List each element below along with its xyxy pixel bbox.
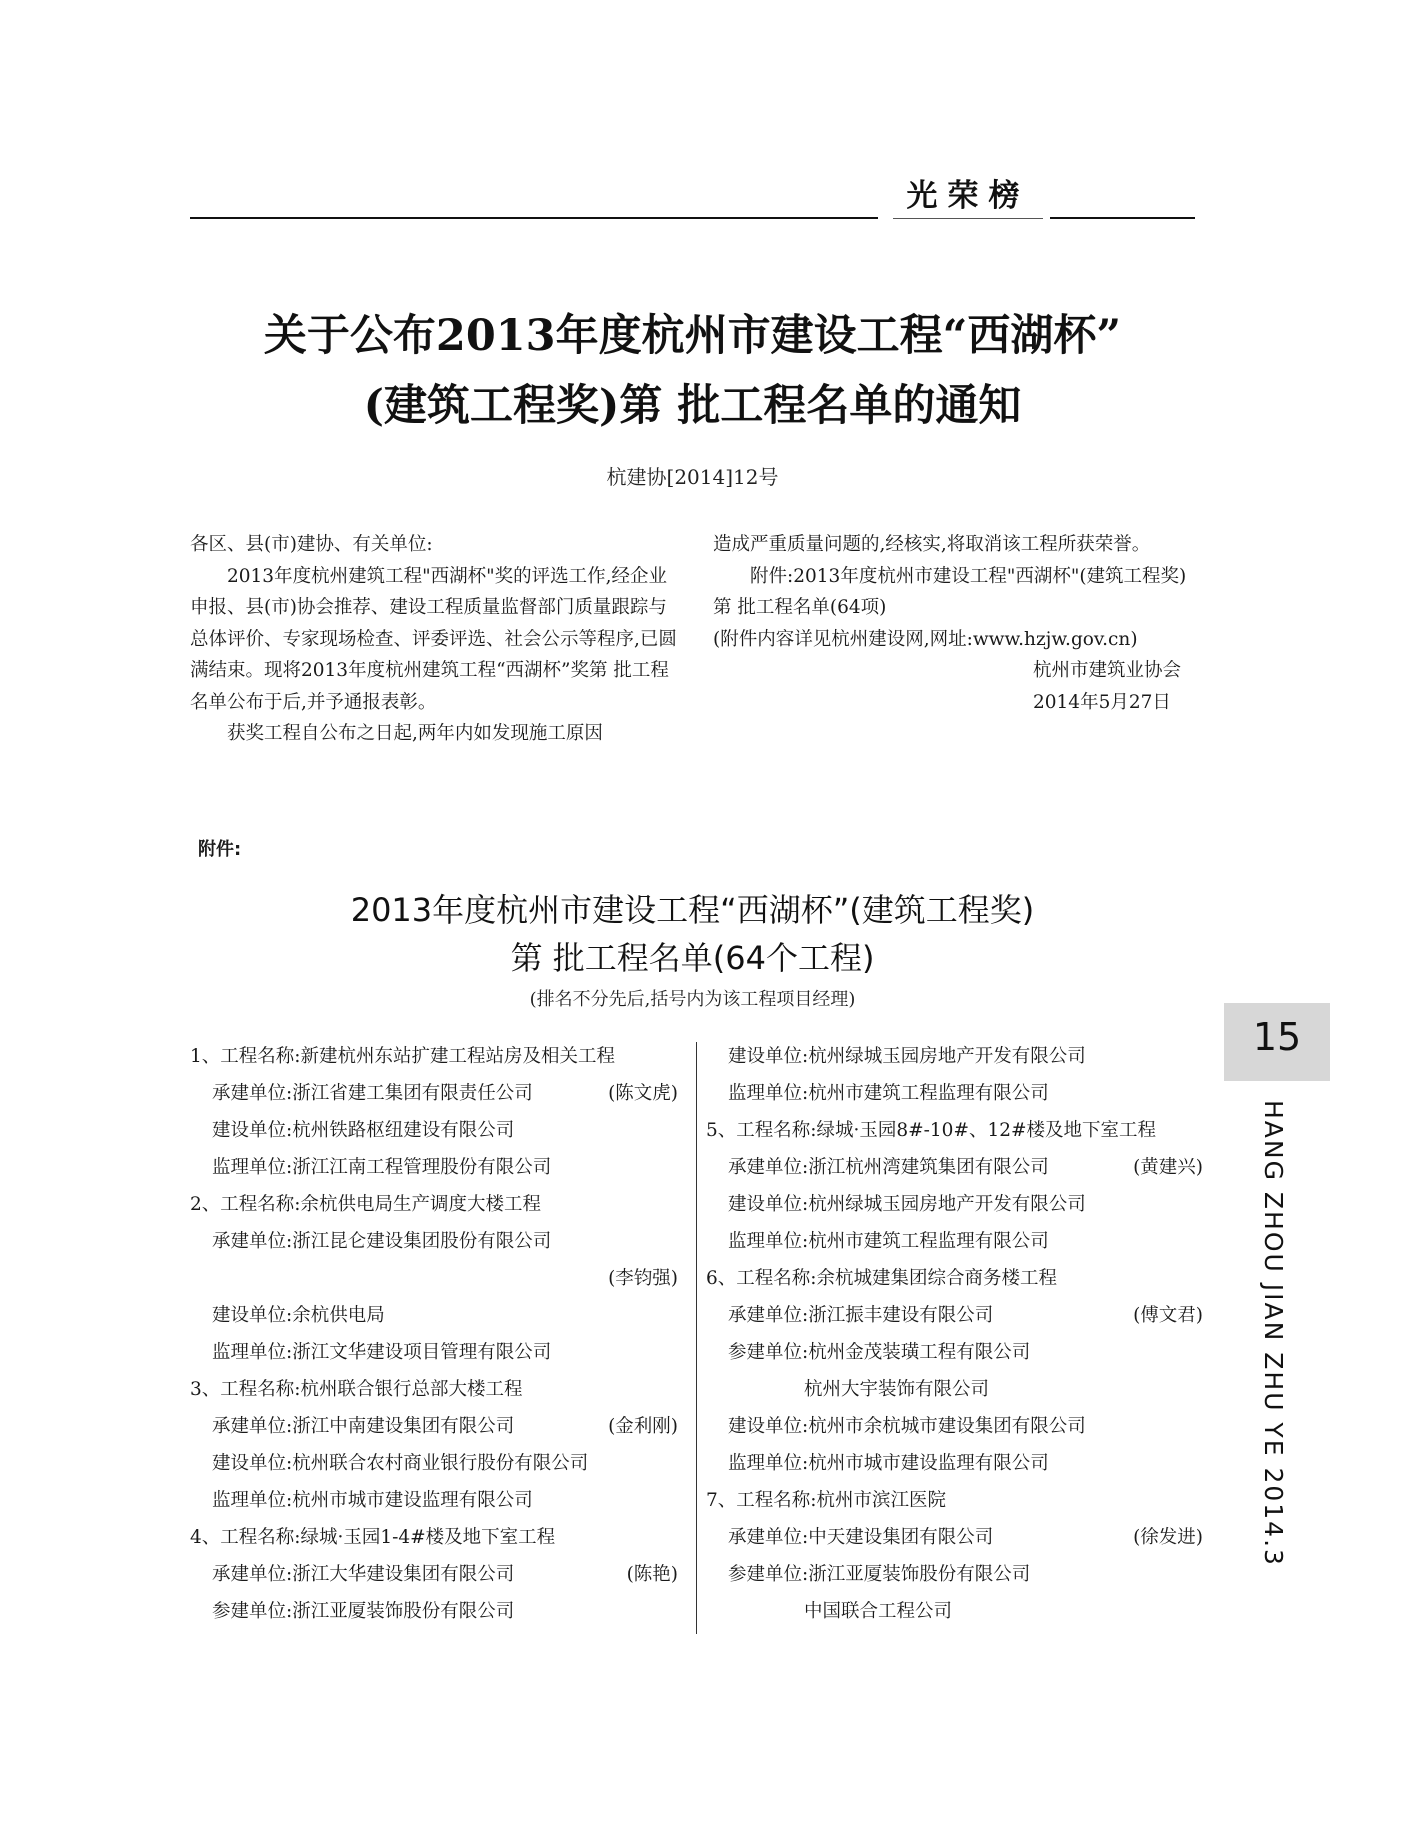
project-title-row [706,1482,1203,1519]
attachment-reference: 附件:2013年度杭州市建设工程"西湖杯"(建筑工程奖)第 批工程名单(64项) [713,565,1187,618]
project-title-row [706,1260,1203,1297]
notice-right-column [713,529,1203,718]
project-detail-row [706,1038,1203,1075]
project-detail-row [190,1075,678,1112]
journal-name-vertical: HANG ZHOU JIAN ZHU YE 2014.3 [1259,1100,1288,1567]
article-title-line1: 关于公布2013年度杭州市建设工程“西湖杯” [263,311,1122,361]
project-detail-row [706,1519,1203,1556]
list-title-line1: 2013年度杭州市建设工程“西湖杯”(建筑工程奖) [350,891,1035,929]
project-line-text: 杭州大宇装饰有限公司 [804,1379,990,1400]
project-line-text: 监理单位:杭州市建筑工程监理有限公司 [728,1231,1049,1252]
project-detail-row [190,1260,678,1297]
project-title-row [190,1186,678,1223]
project-manager: (黄建兴) [1133,1157,1203,1178]
website-reference: (附件内容详见杭州建设网,网址:www.hzjw.gov.cn) [713,628,1138,650]
project-detail-row [190,1408,678,1445]
project-title-row [190,1371,678,1408]
attachment-label: 附件: [198,839,242,860]
project-manager: (陈文虎) [608,1083,678,1104]
page-number-box [1224,1003,1330,1081]
project-line-text: 监理单位:浙江文华建设项目管理有限公司 [212,1342,552,1363]
project-line-text: 承建单位:浙江中南建设集团有限公司 [212,1416,515,1437]
project-title-row [190,1519,678,1556]
project-line-text: 参建单位:浙江亚厦装饰股份有限公司 [728,1564,1031,1585]
document-number: 杭建协[2014]12号 [606,465,779,489]
project-line-text: 监理单位:杭州市城市建设监理有限公司 [212,1490,533,1511]
project-detail-row [706,1445,1203,1482]
project-line-text: 建设单位:杭州绿城玉园房地产开发有限公司 [728,1194,1086,1215]
project-line-text: 承建单位:中天建设集团有限公司 [728,1527,994,1548]
project-line-text: 5、工程名称:绿城·玉园8#-10#、12#楼及地下室工程 [706,1120,1156,1141]
project-line-text: 参建单位:浙江亚厦装饰股份有限公司 [212,1601,515,1622]
project-manager: (陈艳) [626,1564,678,1585]
project-detail-row [190,1556,678,1593]
project-line-text: 承建单位:浙江杭州湾建筑集团有限公司 [728,1157,1049,1178]
project-list-left [190,1038,678,1630]
article-title-line2: (建筑工程奖)第 批工程名单的通知 [363,381,1022,431]
project-detail-row [190,1445,678,1482]
project-title-row [706,1112,1203,1149]
section-label-underline [893,218,1043,219]
project-detail-row [706,1149,1203,1186]
project-detail-row [706,1223,1203,1260]
project-line-text: 2、工程名称:余杭供电局生产调度大楼工程 [190,1194,542,1215]
salutation: 各区、县(市)建协、有关单位: [190,534,433,555]
project-line-text: 7、工程名称:杭州市滨江医院 [706,1490,947,1511]
project-detail-row [190,1112,678,1149]
list-note: (排名不分先后,括号内为该工程项目经理) [529,989,856,1010]
project-manager: (傅文君) [1133,1305,1203,1326]
notice-left-column [190,529,678,750]
project-title-row [190,1038,678,1075]
notice-paragraph: 造成严重质量问题的,经核实,将取消该工程所获荣誉。 [713,534,1151,555]
project-line-text: 4、工程名称:绿城·玉园1-4#楼及地下室工程 [190,1527,556,1548]
header-rule-left [190,217,878,219]
project-line-text: 1、工程名称:新建杭州东站扩建工程站房及相关工程 [190,1046,616,1067]
project-detail-row [190,1297,678,1334]
project-line-text: 承建单位:浙江大华建设集团有限公司 [212,1564,515,1585]
project-detail-row [706,1556,1203,1593]
project-line-text: 3、工程名称:杭州联合银行总部大楼工程 [190,1379,523,1400]
project-line-text: 建设单位:杭州铁路枢纽建设有限公司 [212,1120,515,1141]
project-line-text: 建设单位:杭州市余杭城市建设集团有限公司 [728,1416,1086,1437]
project-detail-row [706,1408,1203,1445]
project-detail-row [190,1482,678,1519]
project-line-text: 参建单位:杭州金茂装璜工程有限公司 [728,1342,1031,1363]
project-line-text: 监理单位:浙江江南工程管理股份有限公司 [212,1157,552,1178]
project-line-text: 承建单位:浙江昆仑建设集团股份有限公司 [212,1231,552,1252]
section-label: 光荣榜 [906,178,1030,214]
project-detail-row [706,1593,1203,1630]
project-manager: (李钧强) [608,1268,678,1289]
project-line-text: 建设单位:杭州联合农村商业银行股份有限公司 [212,1453,589,1474]
project-detail-row [706,1075,1203,1112]
project-line-text: 承建单位:浙江省建工集团有限责任公司 [212,1083,533,1104]
column-divider [696,1042,697,1634]
project-detail-row [190,1149,678,1186]
project-list-right [706,1038,1203,1630]
project-detail-row [190,1593,678,1630]
project-line-text: 承建单位:浙江振丰建设有限公司 [728,1305,994,1326]
header-rule-right [1050,217,1195,219]
project-line-text: 建设单位:余杭供电局 [212,1305,385,1326]
signature-org: 杭州市建筑业协会 [1033,660,1182,681]
project-detail-row [706,1297,1203,1334]
project-line-text: 建设单位:杭州绿城玉园房地产开发有限公司 [728,1046,1086,1067]
project-detail-row [190,1334,678,1371]
project-detail-row [706,1334,1203,1371]
project-line-text: 监理单位:杭州市城市建设监理有限公司 [728,1453,1049,1474]
project-line-text: 中国联合工程公司 [804,1601,953,1622]
project-manager: (金利刚) [608,1416,678,1437]
project-detail-row [190,1223,678,1260]
project-manager: (徐发进) [1133,1527,1203,1548]
project-detail-row [706,1371,1203,1408]
project-line-text: 监理单位:杭州市建筑工程监理有限公司 [728,1083,1049,1104]
project-detail-row [706,1186,1203,1223]
notice-paragraph: 获奖工程自公布之日起,两年内如发现施工原因 [227,723,603,744]
signature-date: 2014年5月27日 [1033,691,1171,713]
page-number: 15 [1252,1015,1302,1059]
project-line-text: 6、工程名称:余杭城建集团综合商务楼工程 [706,1268,1058,1289]
notice-paragraph: 2013年度杭州建筑工程"西湖杯"奖的评选工作,经企业申报、县(市)协会推荐、建设工程质量监督部门质量跟踪与总体评价、专家现场检查、评委评选、社会公示等程序,已圆满结束。现将2013年度杭州建筑工程“西湖杯”奖第 批工程名单公布于后,并予通报表彰。 [190,565,677,713]
list-title-line2: 第 批工程名单(64个工程) [510,939,875,977]
